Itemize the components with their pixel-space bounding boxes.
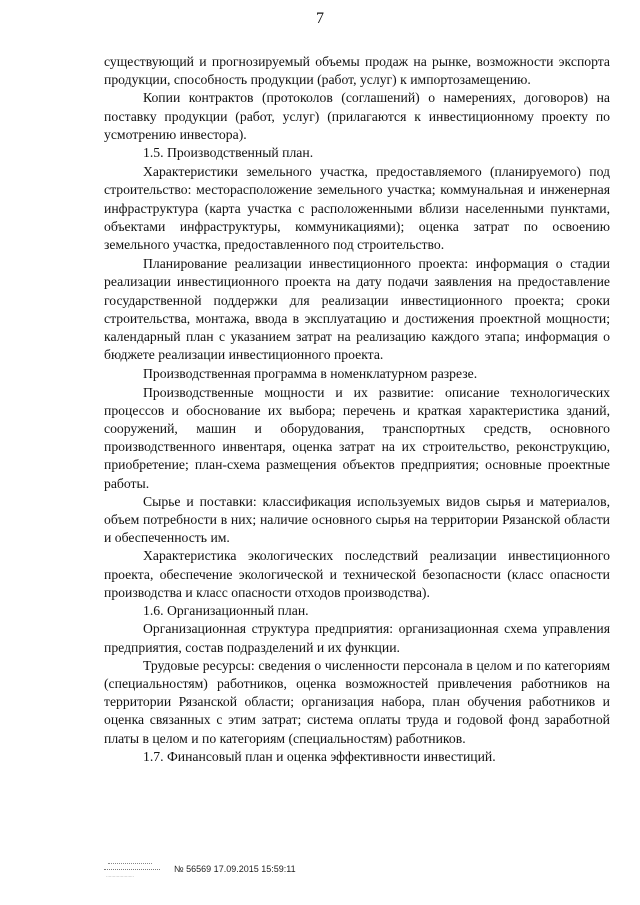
paragraph-raw-materials: Сырье и поставки: классификация используемых видов сырья и материалов, объем потребности в них; наличие основного сырья на территории Рязанской области и обеспеченность им.	[104, 493, 610, 546]
paragraph-implementation-planning: Планирование реализации инвестиционного проекта: информация о стадии реализации инвестиционного проекта на дату подачи заявления на предоставление государственной поддержки для реализации инвестиционного проекта; сроки строительства, монтажа, ввода в эксплуатацию и достижения проектной мощности; календарный план с указанием затрат на реализацию каждого этапа; информация о бюджете реализации инвестиционного проекта.	[104, 256, 610, 363]
paragraph-continuation: существующий и прогнозируемый объемы продаж на рынке, возможности экспорта продукции, способность продукции (работ, услуг) к импортозамещению.	[104, 54, 610, 88]
paragraph-ecology: Характеристика экологических последствий реализации инвестиционного проекта, обеспечение экологической и технической безопасности (класс опасности производства и класс опасности отходов производства).	[104, 548, 610, 600]
section-heading-financial-plan: 1.7. Финансовый план и оценка эффективности инвестиций.	[143, 748, 496, 764]
paragraph-org-structure: Организационная структура предприятия: организационная схема управления предприятия, состав подразделений и их функции.	[104, 621, 610, 655]
paragraph-production-capacity: Производственные мощности и их развитие: описание технологических процессов и обоснование их выбора; перечень и краткая характеристика зданий, сооружений, машин и оборудования, транспортных средств, основного производственного инвентаря, оценка затрат на их строительство, реконструкцию, приобретение; план-схема размещения объектов предприятия; основные проектные работы.	[104, 384, 610, 491]
document-body	[104, 53, 610, 766]
stamp-text: № 56569 17.09.2015 15:59:11	[174, 864, 296, 874]
registration-stamp	[104, 860, 296, 878]
paragraph-production-program: Производственная программа в номенклатурном разрезе.	[143, 366, 478, 382]
stamp-logo-icon: ·····················	[104, 860, 166, 878]
section-heading-organizational-plan: 1.6. Организационный план.	[143, 603, 309, 619]
paragraph-contract-copies: Копии контрактов (протоколов (соглашений) о намерениях, договоров) на поставку продукции (работ, услуг) (прилагаются к инвестиционному проекту по усмотрению инвестора).	[104, 90, 610, 142]
section-heading-production-plan: 1.5. Производственный план.	[143, 145, 314, 161]
page-number: 7	[316, 10, 324, 27]
paragraph-labor-resources: Трудовые ресурсы: сведения о численности персонала в целом и по категориям (специальностям) работников, оценка возможностей привлечения работников на территории Рязанской области; организация набора, план обучения работников и оценка связанных с этим затрат; система оплаты труда и годовой фонд заработной платы в целом и по категориям (специальностям) работников.	[104, 657, 610, 746]
paragraph-land-plot: Характеристики земельного участка, предоставляемого (планируемого) под строительство: месторасположение земельного участка; коммунальная и инженерная инфраструктура (карта участка с расположенными вблизи населенными пунктами, объектами инфраструктуры, коммуникациями); оценка затрат по освоению земельного участка, предоставленного под строительство.	[104, 164, 610, 253]
